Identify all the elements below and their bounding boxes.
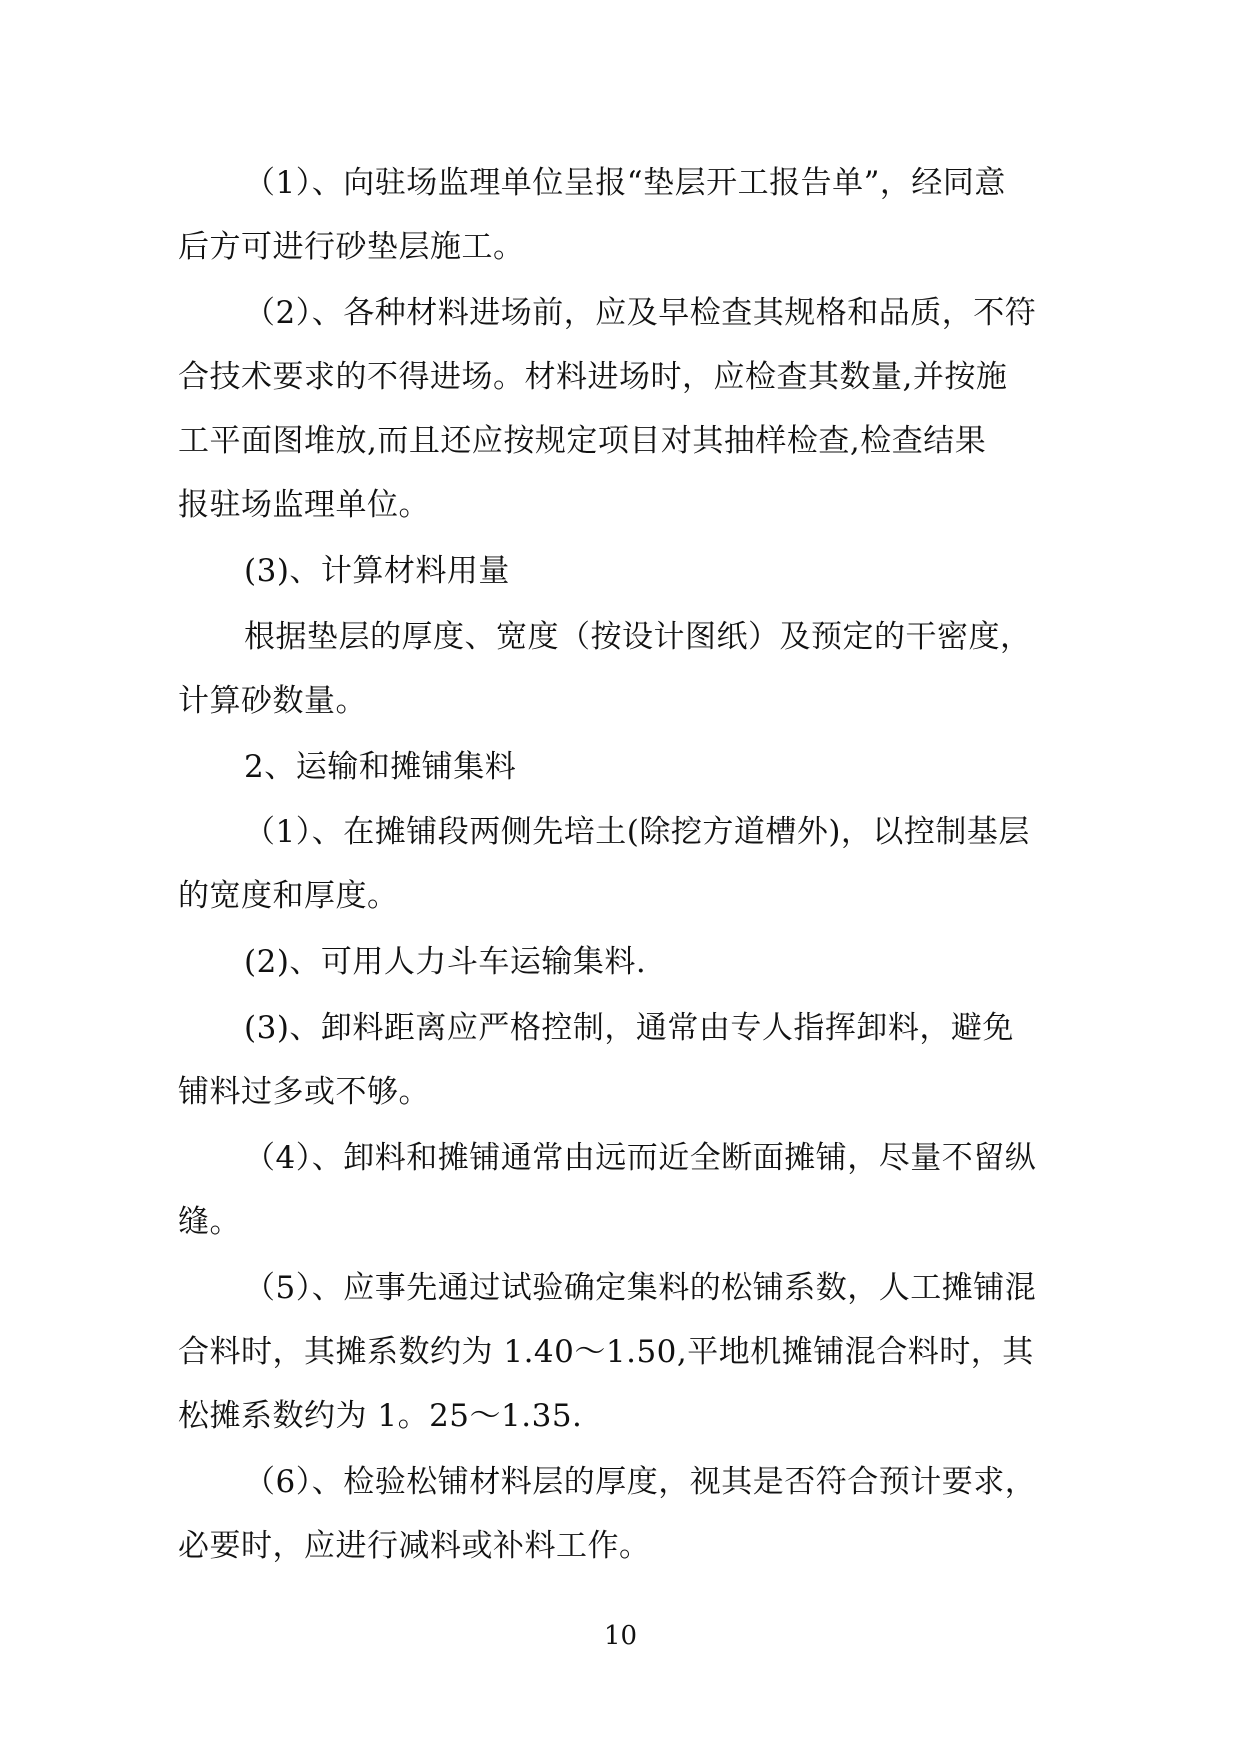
text-line: 工平面图堆放,而且还应按规定项目对其抽样检查,检查结果	[178, 423, 987, 459]
text-line: （1）、向驻场监理单位呈报“垫层开工报告单”，经同意	[244, 165, 1006, 201]
text-line: 缝。	[178, 1204, 241, 1240]
page-number: 10	[603, 1621, 638, 1651]
text-line: （1）、在摊铺段两侧先培土(除挖方道槽外)，以控制基层	[244, 814, 1030, 850]
text-line: 合料时，其摊系数约为 1.40～1.50,平地机摊铺混合料时，其	[178, 1334, 1034, 1370]
text-line: 合技术要求的不得进场。材料进场时，应检查其数量,并按施	[178, 359, 1008, 395]
text-line: （4）、卸料和摊铺通常由远而近全断面摊铺，尽量不留纵	[244, 1140, 1037, 1176]
text-line: 报驻场监理单位。	[178, 487, 430, 523]
text-line: 松摊系数约为 1。25～1.35.	[178, 1398, 583, 1434]
text-line: (2)、可用人力斗车运输集料.	[244, 944, 647, 980]
text-line: 2、运输和摊铺集料	[244, 749, 517, 785]
text-line: 计算砂数量。	[178, 683, 367, 719]
text-line: 根据垫层的厚度、宽度（按设计图纸）及预定的干密度，	[244, 619, 1032, 655]
text-line: （5）、应事先通过试验确定集料的松铺系数，人工摊铺混	[244, 1270, 1037, 1306]
text-line: (3)、卸料距离应严格控制，通常由专人指挥卸料，避免	[244, 1010, 1014, 1046]
text-line: 必要时，应进行减料或补料工作。	[178, 1528, 651, 1564]
text-line: 后方可进行砂垫层施工。	[178, 229, 525, 265]
text-line: (3)、计算材料用量	[244, 553, 510, 589]
text-line: 的宽度和厚度。	[178, 878, 399, 914]
text-line: （6）、检验松铺材料层的厚度，视其是否符合预计要求，	[244, 1464, 1037, 1500]
text-line: （2）、各种材料进场前，应及早检查其规格和品质，不符	[244, 295, 1037, 331]
text-line: 铺料过多或不够。	[178, 1074, 430, 1110]
